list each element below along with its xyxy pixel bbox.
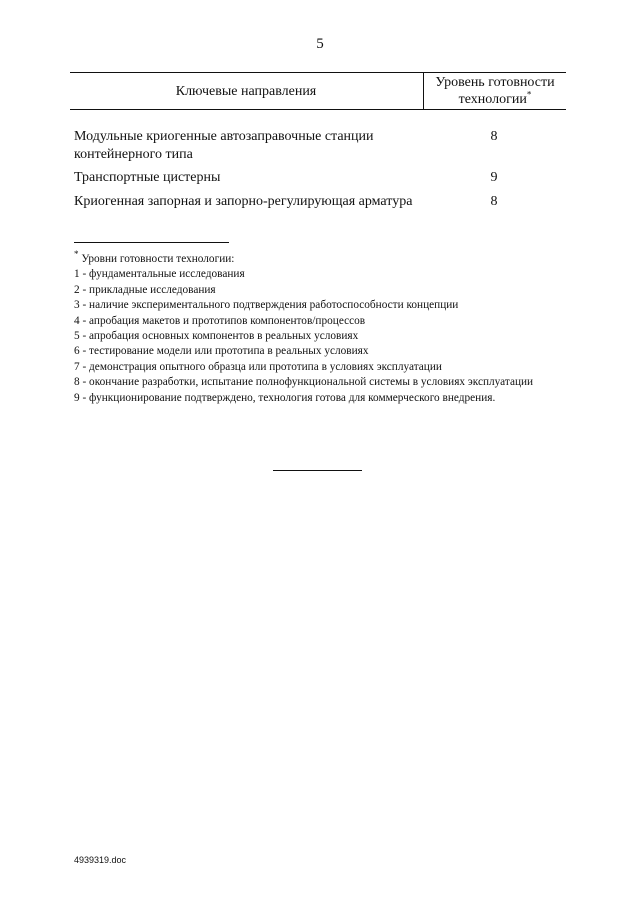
document-id: 4939319.doc [74, 855, 127, 865]
row-direction: Транспортные цистерны [74, 170, 221, 185]
readiness-level-item: 7 - демонстрация опытного образца или прототипа в условиях эксплуатации [74, 360, 442, 373]
table-header-directions: Ключевые направления [175, 84, 317, 99]
table-header-rule [70, 109, 566, 110]
row-direction: Модульные криогенные автозаправочные станции контейнерного типа [74, 129, 374, 162]
footnote-mark: * [526, 89, 532, 100]
footnote-title-text: Уровни готовности технологии: [81, 253, 235, 265]
readiness-level-item: 1 - фундаментальные исследования [74, 268, 245, 281]
readiness-level-item: 5 - апробация основных компонентов в реальных условиях [74, 330, 359, 343]
readiness-level-item: 8 - окончание разработки, испытание полнофункциональной системы в условиях эксплуатации [74, 376, 534, 389]
footnote-separator [74, 242, 229, 243]
row-readiness-level: 8 [490, 194, 498, 209]
readiness-level-item: 2 - прикладные исследования [74, 283, 216, 296]
footnote-title [74, 249, 558, 267]
readiness-level-item: 4 - апробация макетов и прототипов компонентов/процессов [74, 314, 366, 327]
row-readiness-level: 8 [490, 129, 498, 144]
readiness-level-item: 6 - тестирование модели или прототипа в реальных условиях [74, 345, 369, 358]
end-separator [273, 470, 362, 471]
readiness-level-item: 9 - функционирование подтверждено, технология готова для коммерческого внедрения. [74, 391, 496, 404]
readiness-level-item: 3 - наличие экспериментального подтверждения работоспособности концепции [74, 299, 459, 312]
table-header-readiness-label: Уровень готовности технологии [435, 75, 555, 107]
row-direction: Криогенная запорная и запорно-регулирующая арматура [74, 194, 413, 209]
footnote-mark: * [74, 249, 79, 260]
table-row [74, 193, 566, 211]
page-number: 5 [316, 36, 324, 52]
table-row [74, 169, 566, 187]
table-top-rule [70, 72, 566, 73]
row-readiness-level: 9 [490, 170, 498, 185]
table-row [74, 128, 566, 164]
footnote-block [74, 249, 558, 406]
table-header-readiness [424, 74, 566, 108]
readiness-levels-list [74, 267, 558, 406]
